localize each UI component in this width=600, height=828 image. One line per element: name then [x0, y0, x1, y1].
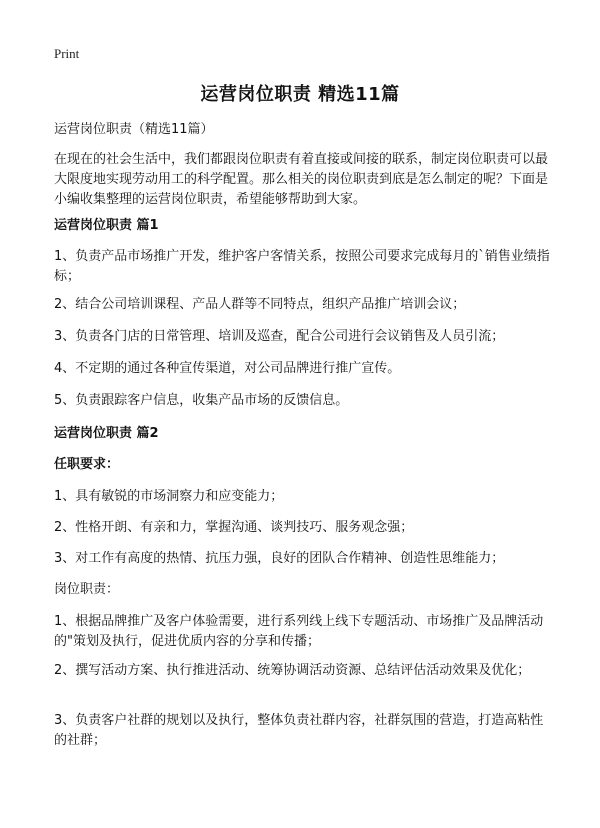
- article-1-item: 5、负责跟踪客户信息，收集产品市场的反馈信息。: [54, 393, 349, 408]
- requirement-item: 3、对工作有高度的热情、抗压力强，良好的团队合作精神、创造性思维能力；: [54, 551, 505, 566]
- duty-item: 2、撰写活动方案、执行推进活动、统筹协调活动资源、总结评估活动效果及优化；: [54, 663, 531, 678]
- duty-item: 1、根据品牌推广及客户体验需要，进行系列线上线下专题活动、市场推广及品牌活动的"策划及执行，促进优质内容的分享和传播；: [54, 614, 544, 649]
- article-1-item: 1、负责产品市场推广开发，维护客户客情关系，按照公司要求完成每月的`销售业绩指标；: [54, 249, 550, 284]
- document-title: 运营岗位职责 精选11篇: [200, 84, 400, 105]
- intro-paragraph: 在现在的社会生活中，我们都跟岗位职责有着直接或间接的联系，制定岗位职责可以最大限度地实现劳动用工的科学配置。那么相关的岗位职责到底是怎么制定的呢？下面是小编收集整理的运营岗位职责，希望能够帮助到大家。: [54, 152, 549, 207]
- print-label: Print: [54, 46, 80, 61]
- duties-heading: 岗位职责：: [54, 582, 120, 597]
- article-1-item: 4、不定期的通过各种宣传渠道，对公司品牌进行推广宣传。: [54, 361, 401, 376]
- requirement-item: 1、具有敏锐的市场洞察力和应变能力；: [54, 489, 284, 504]
- article-1-item: 2、结合公司培训课程、产品人群等不同特点，组织产品推广培训会议；: [54, 297, 466, 312]
- duty-item: 3、负责客户社群的规划以及执行，整体负责社群内容，社群氛围的营造，打造高粘性的社群；: [54, 713, 544, 748]
- article-1-item: 3、负责各门店的日常管理、培训及巡查，配合公司进行会议销售及人员引流；: [54, 329, 505, 344]
- article-1-heading: 运营岗位职责 篇1: [54, 218, 159, 233]
- article-2-heading: 运营岗位职责 篇2: [54, 426, 159, 441]
- requirements-heading: 任职要求：: [54, 457, 120, 472]
- document-subtitle: 运营岗位职责（精选11篇）: [54, 122, 214, 137]
- requirement-item: 2、性格开朗、有亲和力，掌握沟通、谈判技巧、服务观念强；: [54, 520, 414, 535]
